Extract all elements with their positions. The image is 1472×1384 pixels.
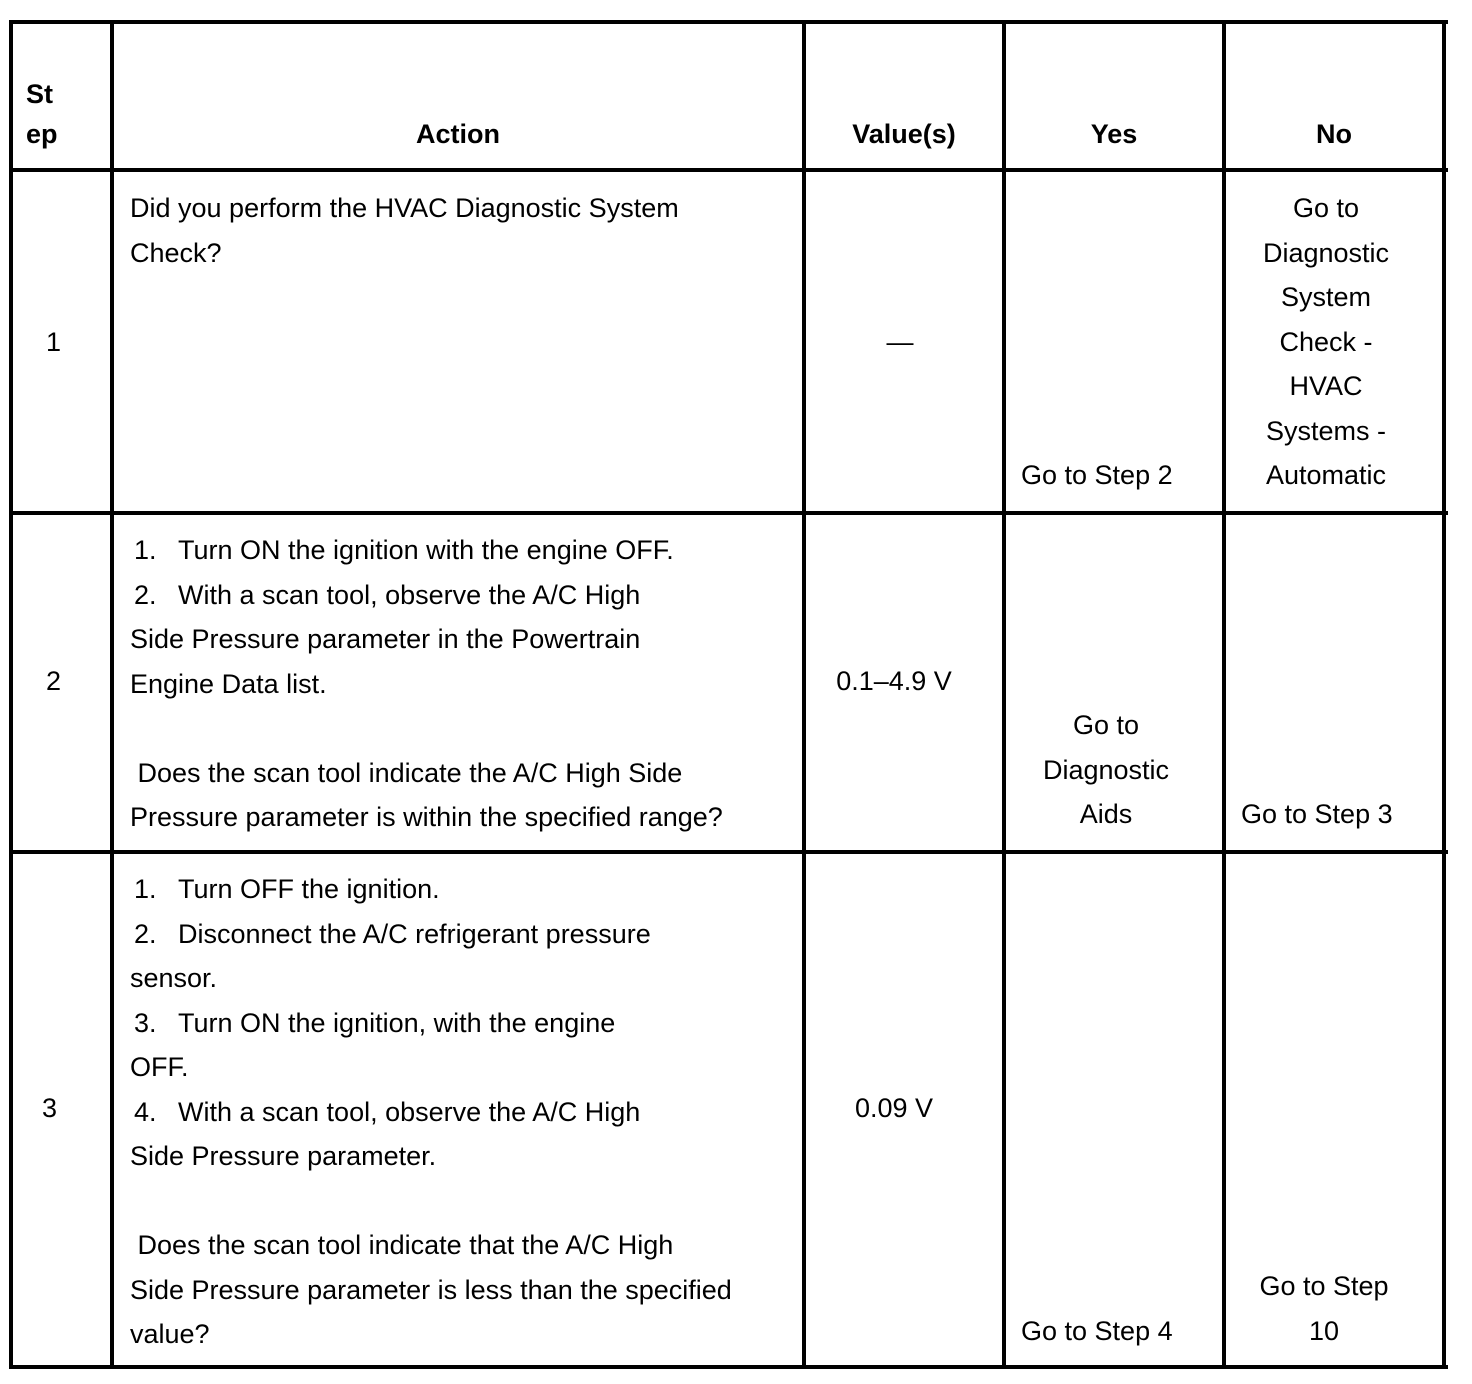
row3-action-cont-c: Side Pressure parameter. [130,1141,437,1171]
row2-action [130,528,723,840]
row1-no-line1: Go to [1292,193,1360,223]
list-item-number: 2. [134,579,157,610]
list-item-number: 3. [134,1007,157,1038]
list-item-number: 4. [134,1096,157,1127]
list-item [130,1090,732,1135]
row2-yes-line3: Aids [1079,799,1133,829]
header-action: Action [416,119,500,149]
row3-no-line2: 10 [1308,1315,1340,1346]
table-border-bottom [10,1365,1448,1369]
row2-value: 0.1–4.9 V [836,666,952,696]
row1-step: 1 [46,327,62,357]
row2-question-line2: Pressure parameter is within the specified range? [130,802,723,832]
row1-action-line1: Did you perform the HVAC Diagnostic System [130,193,679,223]
col-divider-values [1002,20,1006,1369]
row3-question-line1: Does the scan tool indicate that the A/C High [130,1230,674,1260]
row2-step: 2 [46,666,62,696]
list-item-text: Disconnect the A/C refrigerant pressure [178,918,651,949]
row-divider-1 [10,511,1448,515]
row3-no [1226,1264,1422,1353]
row2-yes-line1: Go to [1072,710,1140,740]
list-item-text: Turn OFF the ignition. [178,874,440,904]
row2-no: Go to Step 3 [1241,799,1393,829]
row2-yes [1006,703,1206,837]
row3-question-line3: value? [130,1319,210,1349]
row1-no [1226,186,1426,498]
row1-action [130,186,679,275]
row3-step: 3 [42,1093,58,1123]
row2-question-line1: Does the scan tool indicate the A/C High Side [130,757,683,788]
list-item [130,912,732,957]
list-item-number: 2. [134,918,157,949]
row1-action-line2: Check? [130,237,222,268]
row2-action-cont1: Side Pressure parameter in the Powertrain [130,624,641,654]
col-divider-step [110,20,114,1369]
header-step [26,74,58,154]
list-item-number: 1. [134,535,157,565]
row1-value: — [886,327,914,357]
row1-no-line2: Diagnostic [1262,237,1390,268]
list-item [130,867,732,912]
list-item-text: Turn ON the ignition, with the engine [178,1007,616,1038]
table-border-right [1442,20,1446,1369]
row3-action-cont-a: sensor. [130,963,218,993]
header-yes: Yes [1090,119,1138,149]
row1-no-line6: Systems - [1265,415,1386,446]
row3-action [130,867,732,1357]
row2-action-blank [130,706,723,751]
row1-no-line5: HVAC [1289,371,1363,401]
row-divider-2 [10,850,1448,854]
table-border-top [10,20,1448,24]
list-item-text: With a scan tool, observe the A/C High [178,579,641,610]
row3-value: 0.09 V [854,1093,934,1123]
row1-no-line4: Check - [1279,326,1373,357]
header-divider [10,168,1448,172]
row2-action-cont2: Engine Data list. [130,668,327,699]
header-step-line1: St [26,79,53,109]
header-step-line2: ep [26,119,58,149]
header-values: Value(s) [852,119,956,149]
row1-no-line3: System [1280,282,1372,312]
row3-action-cont-b: OFF. [130,1052,189,1082]
row2-yes-line2: Diagnostic [1042,754,1170,785]
list-item-text: With a scan tool, observe the A/C High [178,1096,641,1127]
list-item-text: Turn ON the ignition with the engine OFF. [178,535,674,565]
list-item-number: 1. [134,874,157,904]
table-border-left [9,20,13,1369]
row1-no-line7: Automatic [1265,460,1387,490]
row3-action-blank [130,1179,732,1224]
row1-yes: Go to Step 2 [1021,460,1173,490]
row3-no-line1: Go to Step [1259,1271,1389,1301]
list-item [130,528,723,573]
header-no: No [1316,119,1352,149]
list-item [130,573,723,618]
row3-question-line2: Side Pressure parameter is less than the specified [130,1274,732,1305]
row3-yes: Go to Step 4 [1021,1316,1173,1346]
list-item [130,1001,732,1046]
